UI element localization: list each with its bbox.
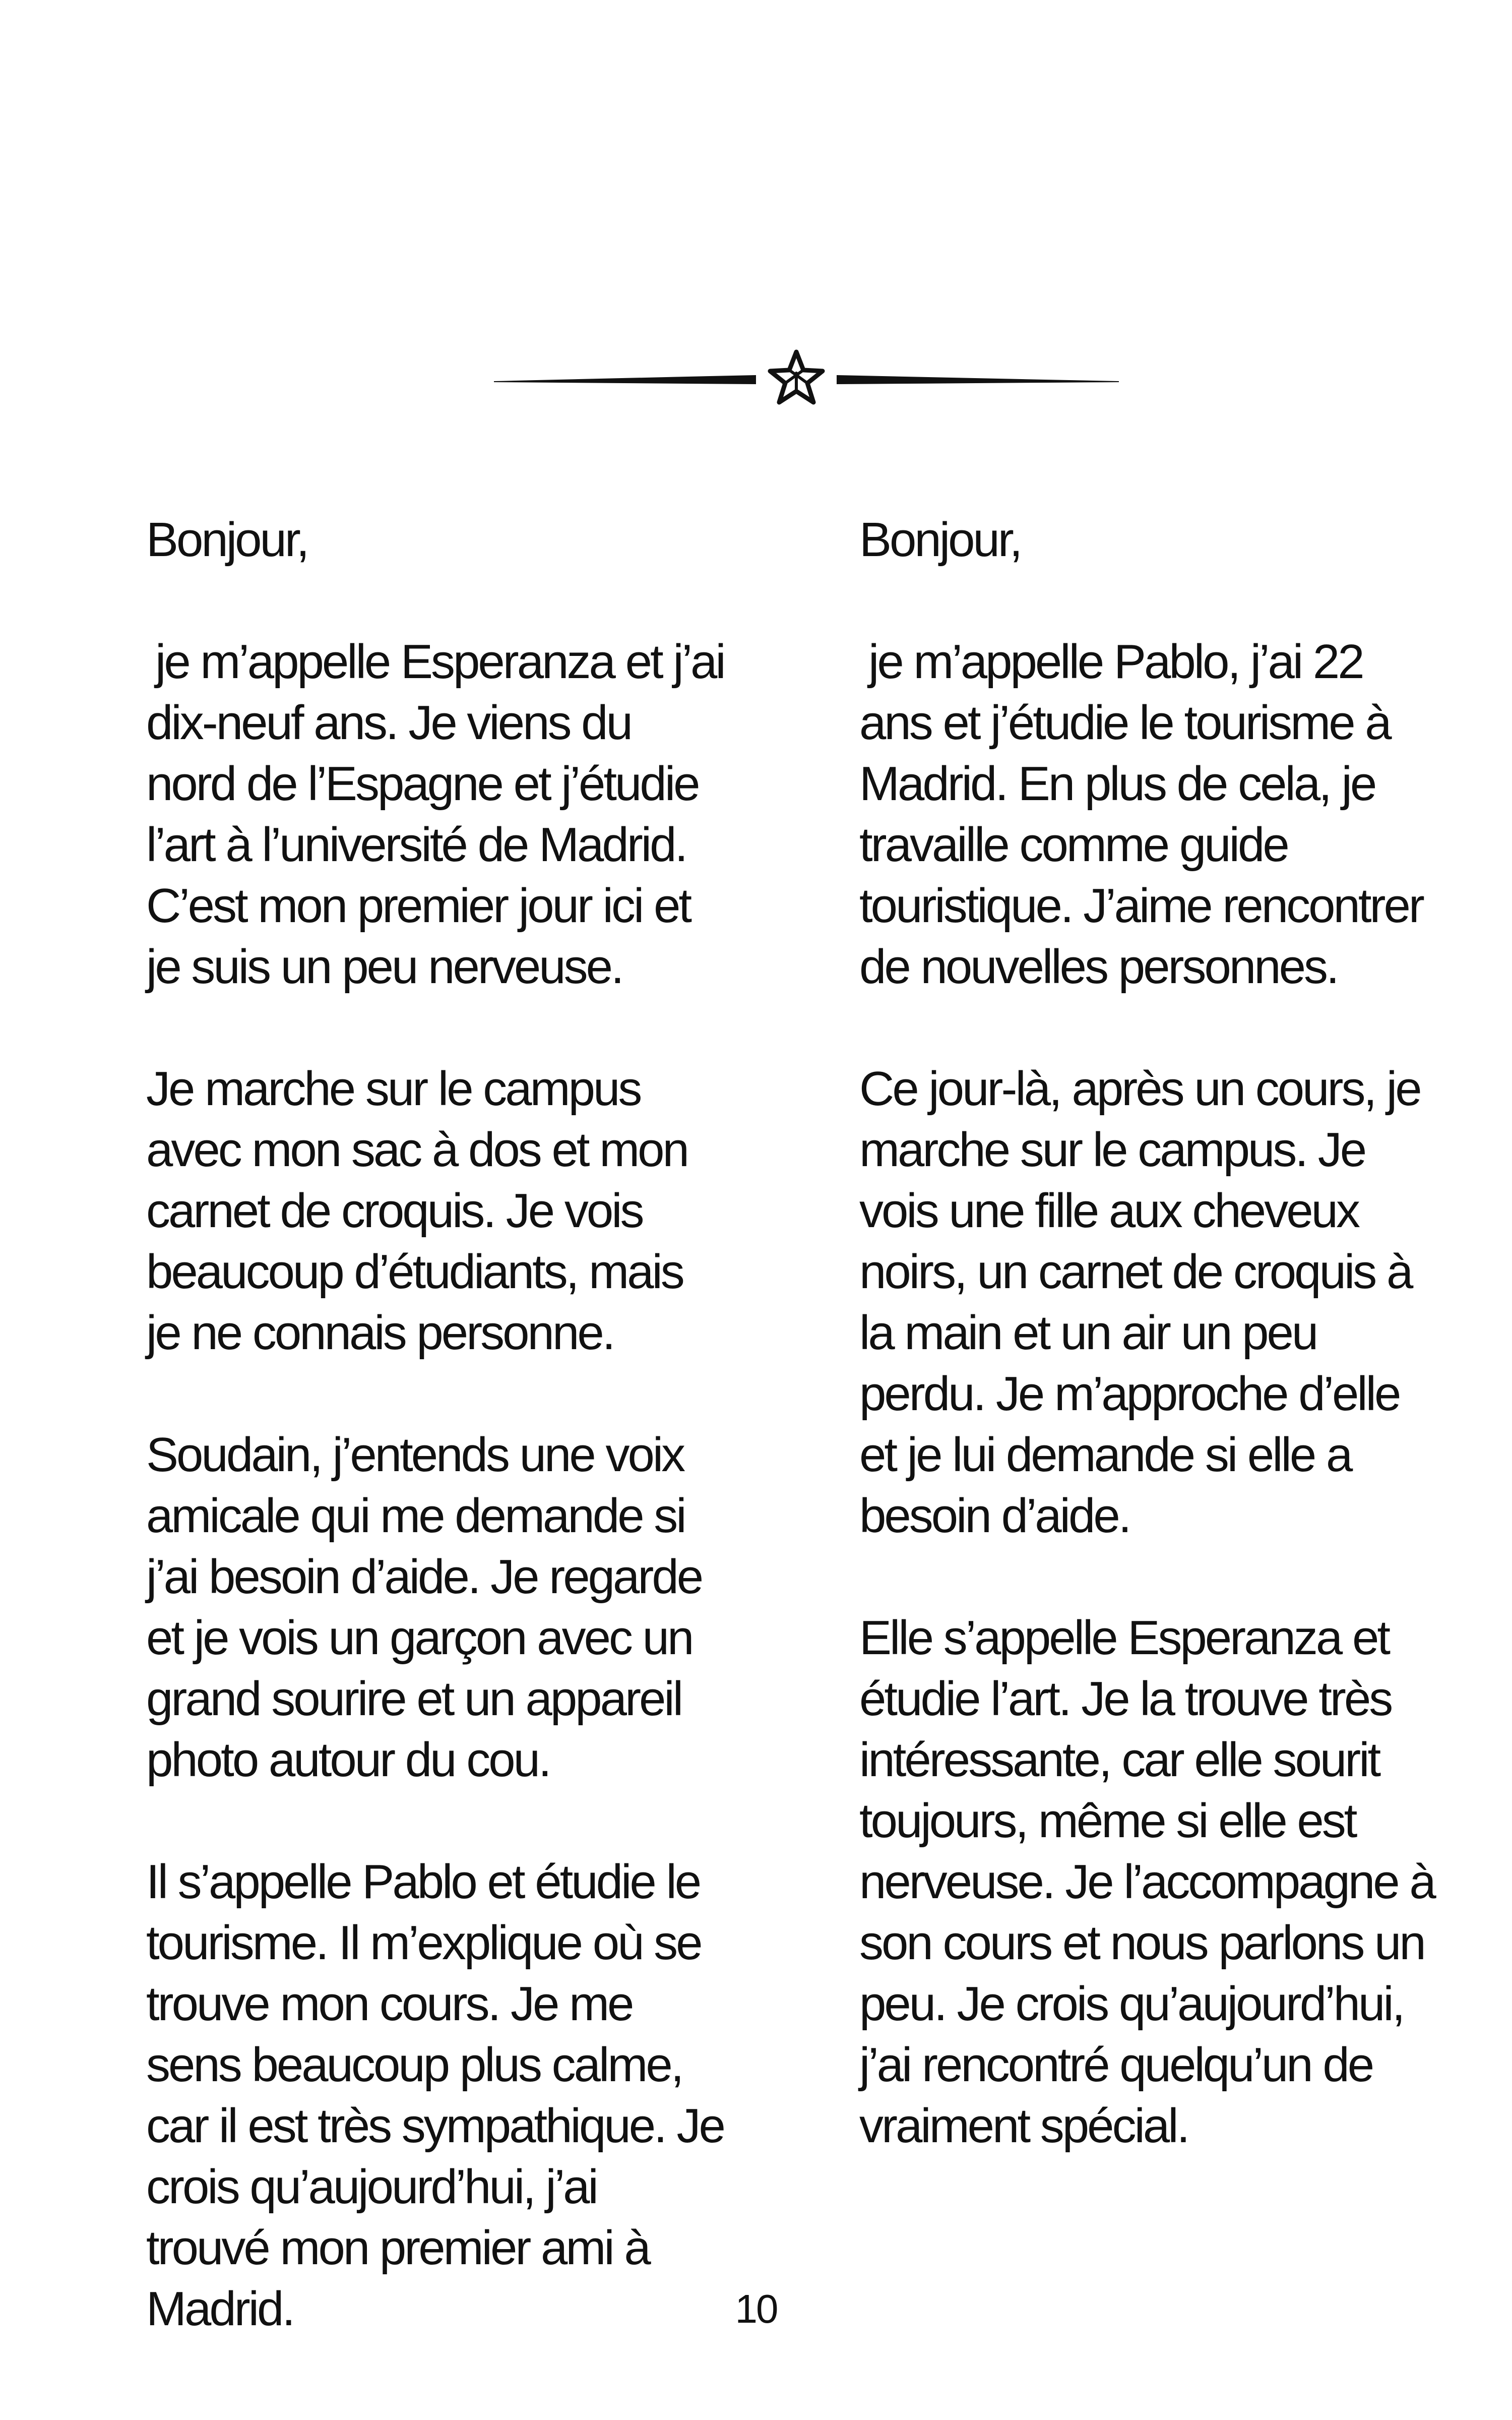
greeting: Bonjour, xyxy=(859,513,1021,567)
paragraph: Soudain, j’entends une voix amicale qui me demande si j’ai besoin d’aide. Je regarde et je vois un garçon avec un grand sourire et un appareil photo autour du cou. xyxy=(146,1428,713,1787)
paragraph: je m’appelle Pablo, j’ai 22 ans et j’étudie le tourisme à Madrid. En plus de cela, je travaille comme guide touristique. J’aime rencontrer de nouvelles personnes. xyxy=(859,635,1434,994)
page-number: 10 xyxy=(735,2286,777,2331)
right-column xyxy=(859,509,1446,2156)
left-column xyxy=(146,509,736,2339)
paragraph: Elle s’appelle Esperanza et étudie l’art. Je la trouve très intéressante, car elle sourit toujours, même si elle est nerveuse. Je l’accompagne à son cours et nous parlons un peu. Je crois qu’aujourd’hui, j’ai rencontré quelqu’un de vraiment spécial. xyxy=(859,1611,1446,2153)
paragraph: Je marche sur le campus avec mon sac à dos et mon carnet de croquis. Je vois beaucoup d’étudiants, mais je ne connais personne. xyxy=(146,1062,699,1360)
paragraph: je m’appelle Esperanza et j’ai dix-neuf ans. Je viens du nord de l’Espagne et j’étudie l’art à l’université de Madrid. C’est mon premier jour ici et je suis un peu nerveuse. xyxy=(146,635,736,994)
paragraph: Il s’appelle Pablo et étudie le tourisme. Il m’explique où se trouve mon cours. Je me sens beaucoup plus calme, car il est très sympathique. Je crois qu’aujourd’hui, j’ai trouvé mon premier ami à Madrid. xyxy=(146,1855,735,2336)
greeting: Bonjour, xyxy=(146,513,308,567)
star-divider-icon xyxy=(494,343,1119,418)
paragraph: Ce jour-là, après un cours, je marche sur le campus. Je vois une fille aux cheveux noirs, un carnet de croquis à la main et un air un peu perdu. Je m’approche d’elle et je lui demande si elle a besoin d’aide. xyxy=(859,1062,1432,1543)
